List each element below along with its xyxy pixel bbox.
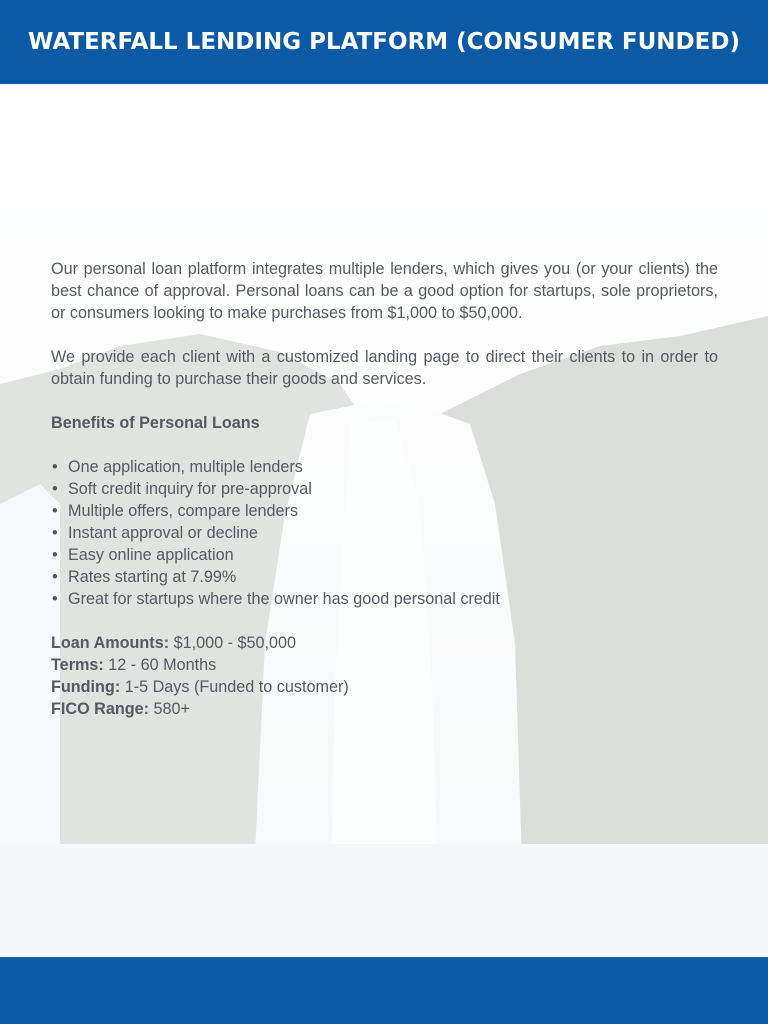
benefits-list xyxy=(51,456,718,610)
footer-bar xyxy=(0,957,768,1024)
funding-label: Funding: xyxy=(51,678,121,696)
list-item xyxy=(51,588,718,610)
bullet-icon: • xyxy=(52,458,58,476)
benefits-heading: Benefits of Personal Loans xyxy=(51,414,260,432)
landing-page-paragraph: We provide each client with a customized landing page to direct their clients to in order to obtain funding to purchase their goods and services. xyxy=(51,348,718,388)
intro-paragraph: Our personal loan platform integrates multiple lenders, which gives you (or your clients) the best chance of approval. Personal loans can be a good option for startups, sole proprietors, or consumers looking to make purchases from $1,000 to $50,000. xyxy=(51,260,718,322)
bullet-icon: • xyxy=(52,590,58,608)
list-item xyxy=(51,500,718,522)
header-bar xyxy=(0,0,768,84)
fico-range-value: 580+ xyxy=(149,700,190,718)
benefit-text: Great for startups where the owner has good personal credit xyxy=(68,590,500,608)
main-content xyxy=(51,258,718,720)
page-title: WATERFALL LENDING PLATFORM (CONSUMER FUNDED) xyxy=(28,29,740,55)
benefit-text: Multiple offers, compare lenders xyxy=(68,502,299,520)
funding-value: 1-5 Days (Funded to customer) xyxy=(120,678,349,696)
bullet-icon: • xyxy=(52,568,58,586)
bullet-icon: • xyxy=(52,502,58,520)
terms-value: 12 - 60 Months xyxy=(103,656,217,674)
benefit-text: One application, multiple lenders xyxy=(68,458,303,476)
benefit-text: Easy online application xyxy=(68,546,234,564)
loan-amounts-value: $1,000 - $50,000 xyxy=(169,634,297,652)
bullet-icon: • xyxy=(52,546,58,564)
benefit-text: Rates starting at 7.99% xyxy=(68,568,237,586)
list-item xyxy=(51,478,718,500)
benefit-text: Instant approval or decline xyxy=(68,524,258,542)
terms-label: Terms: xyxy=(51,656,104,674)
loan-amounts-label: Loan Amounts: xyxy=(51,634,170,652)
list-item xyxy=(51,456,718,478)
list-item xyxy=(51,522,718,544)
terms-line xyxy=(51,654,718,676)
fico-range-line xyxy=(51,698,718,720)
funding-line xyxy=(51,676,718,698)
fico-range-label: FICO Range: xyxy=(51,700,150,718)
benefit-text: Soft credit inquiry for pre-approval xyxy=(68,480,312,498)
loan-terms xyxy=(51,632,718,720)
bullet-icon: • xyxy=(52,480,58,498)
loan-amounts-line xyxy=(51,632,718,654)
bullet-icon: • xyxy=(52,524,58,542)
list-item xyxy=(51,566,718,588)
list-item xyxy=(51,544,718,566)
